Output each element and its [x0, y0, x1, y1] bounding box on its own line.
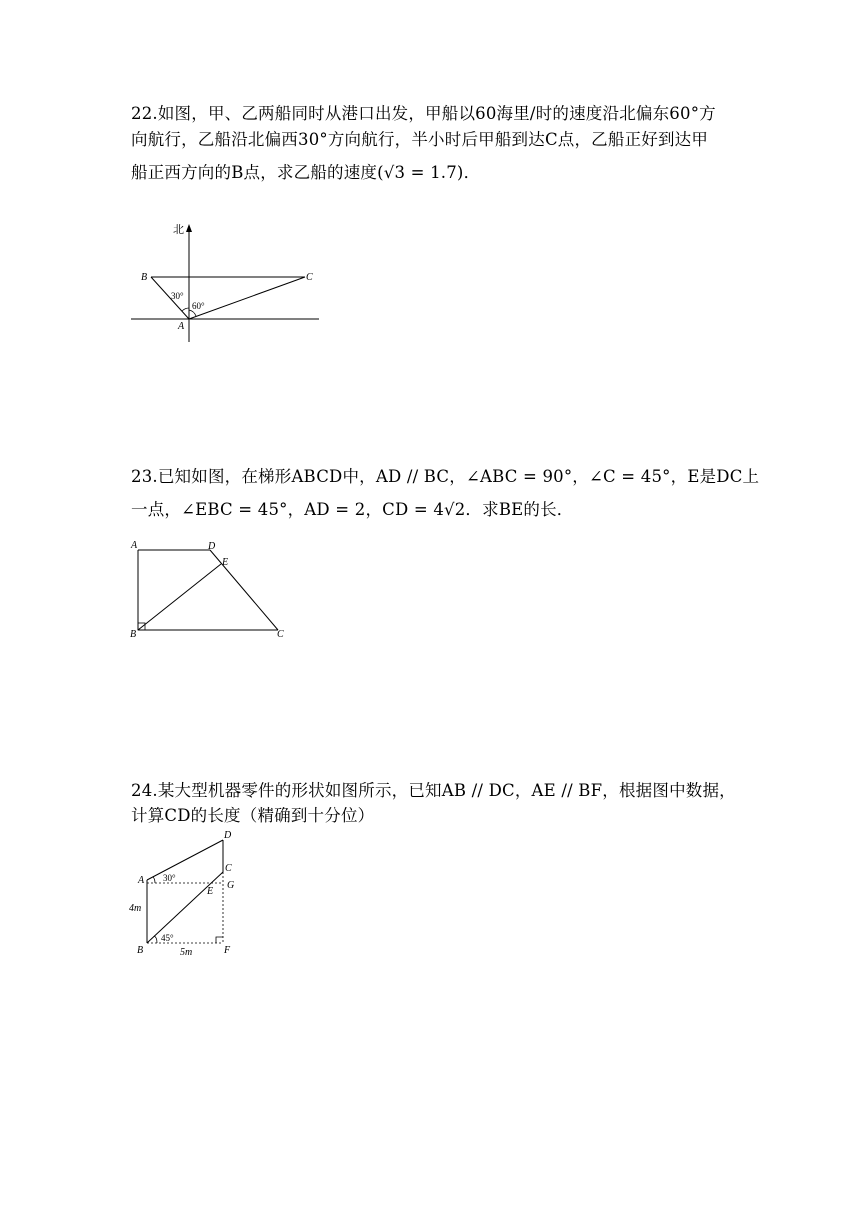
label-B: B [137, 945, 144, 956]
q22-text-line-2: 向航行，乙船沿北偏西30°方向航行，半小时后甲船到达C点，乙船正好到达甲 [131, 130, 709, 149]
angle-arc-45 [154, 936, 157, 943]
length-5m-label: 5m [180, 947, 193, 958]
north-label: 北 [173, 223, 184, 236]
angle-45-label: 45° [161, 933, 174, 943]
q23-figure [125, 535, 295, 645]
label-F: F [224, 945, 231, 956]
q24-text-line-1: 24.某大型机器零件的形状如图所示，已知AB // DC，AE // BF，根据图中数据， [131, 781, 736, 800]
q23-text-line-2: 一点，∠EBC = 45°，AD = 2，CD = 4√2．求BE的长． [131, 500, 574, 519]
angle-arc-30 [153, 877, 155, 883]
segment-AD [147, 840, 223, 880]
angle-arc-30 [182, 308, 189, 311]
segment-AC [189, 277, 305, 319]
segment-BE [138, 564, 221, 630]
q22-text-line-1: 22.如图，甲、乙两船同时从港口出发，甲船以60海里/时的速度沿北偏东60°方 [131, 104, 716, 123]
label-B: B [130, 629, 137, 640]
label-A: A [178, 321, 185, 332]
label-C: C [277, 629, 284, 640]
q22-figure [125, 218, 325, 348]
label-D: D [224, 830, 232, 841]
label-A: A [131, 540, 138, 551]
q22-text-line-3: 船正西方向的B点，求乙船的速度(√3 = 1.7)． [131, 163, 481, 182]
label-C: C [306, 272, 313, 283]
label-A: A [138, 875, 145, 886]
angle-60-label: 60° [192, 301, 205, 311]
q24-figure [125, 825, 255, 960]
label-G: G [227, 880, 235, 891]
q24-text-line-2: 计算CD的长度（精确到十分位） [131, 806, 375, 825]
right-angle-mark [216, 937, 223, 943]
angle-30-label: 30° [163, 873, 176, 883]
label-C: C [225, 863, 232, 874]
q23-text-line-1: 23.已知如图，在梯形ABCD中，AD // BC，∠ABC = 90°，∠C = 45°，E是DC上 [131, 467, 760, 486]
segment-DC [210, 550, 278, 630]
label-D: D [208, 541, 216, 552]
label-B: B [141, 272, 148, 283]
length-4m-label: 4m [129, 903, 142, 914]
label-E: E [207, 886, 214, 897]
label-E: E [222, 557, 229, 568]
north-arrow-icon [186, 224, 192, 232]
angle-30-label: 30° [171, 291, 184, 301]
